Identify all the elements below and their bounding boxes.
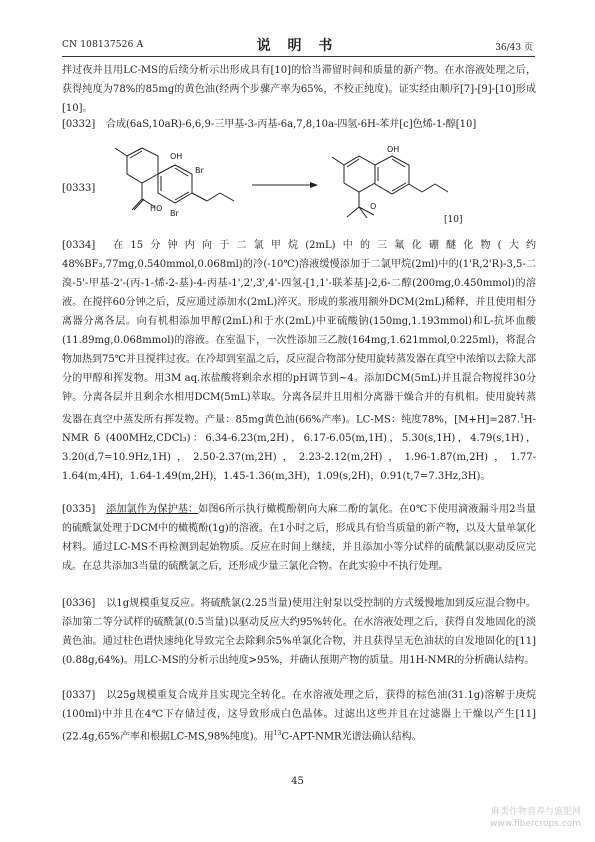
product-structure (332, 156, 448, 218)
paragraph-0336 (62, 594, 536, 670)
watermark (490, 806, 581, 830)
paragraph-tag: [0337] (62, 690, 96, 701)
product-label-oh: OH (387, 145, 400, 154)
paragraph-body: 以25g规模重复合成并且实现完全转化。在水溶液处理之后，获得的棕色油(31.1g)溶解于庚烷(100ml)中并且在4℃下存储过夜，这导致形成白色晶体。过滤出这些并且在过滤器上干燥以产生[11](22.4g,65%产率和根据LC-MS,98%纯度)。用 (62, 690, 536, 743)
watermark-url: www.fibercrops.com (490, 819, 581, 829)
header-divider (62, 56, 535, 57)
paragraph-0337 (62, 686, 536, 746)
paragraph-body: 如图6所示执行橄榄酚朝向大麻二酚的氯化。在0℃下使用滴液漏斗用2当量的硫酰氯处理于DCM中的橄榄酚(1g)的溶液。在1小时之后，形成具有恰当质量的新产物，以及大量单氯化材料。通过LC-MS不再检测到起始物质。反应在时间上继续，并且添加小等分试样的硫酰氯以驱动反应完成。在总共添加3当量的硫酰氯之后，还形成少量三氯化合物。在此实验中不执行处理。 (62, 504, 536, 572)
isotope-superscript: 13 (273, 730, 282, 737)
patent-number: CN 108137526 A (62, 40, 144, 50)
product-label-o: O (370, 202, 377, 211)
reactant-label-oh: OH (170, 152, 183, 161)
nmr-data: H-NMR δ (400MHz,CDCl₃)：6.34-6.23(m,2H)，6.17-6.05(m,1H)，5.30(s,1H)，4.79(s,1H)，3.20(d,7=10.9Hz,1H)，2.50-2.37(m,2H)，2.23-2.12(m,2H)，1.96-1.87(m,2H)，1.77-1.64(m,4H)，1.64-1.49(m,2H)，1.45-1.36(m,3H)，1.09(s,2H)，0.91(t,7=7.3Hz,3H)。 (62, 414, 536, 483)
compound-title: 合成(6aS,10aR)-6,6,9-三甲基-3-丙基-6a,7,8,10a-四氢-6H-苯并[c]色烯-1-醇[10] (106, 119, 477, 130)
isotope-superscript: 1 (520, 413, 524, 420)
paragraph-body: 以1g规模重复反应。将硫酰氯(2.25当量)使用注射泵以受控制的方式缓慢地加到反应混合物中。添加第二等分试样的硫酰氯(0.5当量)以驱动反应大约95%转化。在水溶液处理之后，获得自发地固化的淡黄色油。通过柱色谱快速纯化导致完全去除剩余5%单氯化合物，并且获得呈无色油状的自发地固化的[11](0.88g,64%)。用LC-MS的分析示出纯度>95%，并确认预期产物的质量。用1H-NMR的分析确认结构。 (62, 598, 536, 666)
paragraph-body: 在15分钟内向于二氯甲烷(2mL)中的三氟化硼醚化物(大约48%BF₃,77mg,0.540mmol,0.068ml)的冷(-10℃)溶液缓慢添加于二氯甲烷(2ml)中的(1'R,2'R)-3,5-二溴-5'-甲基-2'-(丙-1-烯-2-基)-4-丙基-1',2',3',4'-四氢-[1,1'-联苯基]-2,6-二醇(200mg,0.450mmol)的溶液。在搅拌60分钟之后，反应通过添加水(2mL)淬灭。形成的浆液用额外DCM(2mL)稀释，并且使用相分离器分离各层。向有机相添加甲醇(2mL)和于水(2mL)中亚硫酸钠(150mg,1.193mmol)和L-抗坏血酸(11.89mg,0.068mmol)的溶液。在室温下，一次性添加三乙胺(164mg,1.621mmol,0.225ml)，将混合物加热到75℃并且搅拌过夜。在冷却到室温之后，反应混合物部分使用旋转蒸发器在真空中浓缩以去除大部分的甲醇和挥发物。用3M aq.浓盐酸将剩余水相的pH调节到~4。添加DCM(5mL)并且混合物搅拌30分钟。分离各层并且剩余水相用DCM(5mL)萃取。分离各层并且用相分离器干燥合并的有机相。使用旋转蒸发器在真空中蒸发所有挥发物。产量：85mg黄色油(66%产率)。LC-MS：纯度78%，[M+H]=287. (62, 240, 536, 426)
paragraph-tag: [0333] (62, 183, 96, 194)
paragraph-0335 (62, 500, 536, 576)
reactant-label-br-bottom: Br (170, 209, 179, 218)
intro-paragraph (62, 61, 536, 118)
paragraph-tag: [0336] (62, 598, 96, 609)
page-number: 45 (291, 776, 304, 787)
product-compound-label: [10] (444, 215, 463, 225)
reaction-arrow (252, 182, 318, 188)
paragraph-tail: C-APT-NMR光谱法确认结构。 (281, 731, 422, 743)
reaction-diagram (62, 143, 536, 238)
paragraph-tag: [0334] (62, 240, 96, 251)
reaction-scheme (62, 143, 536, 233)
intro-text: 拌过夜并且用LC-MS的后续分析示出形成具有[10]的恰当滞留时间和质量的新产物。在水溶液处理之后，获得纯度为78%的85mg的黄色油(经两个步骤产率为65%，不校正纯度)。证实经由顺序[7]-[9]-[10]形成[10]。 (62, 65, 536, 114)
watermark-title: 麻类作物营养与施肥网 (490, 807, 581, 817)
reactant-label-br-top: Br (195, 166, 204, 175)
page-counter: 36/43 页 (495, 43, 533, 53)
paragraph-0334 (62, 236, 536, 486)
paragraph-tag: [0335] (62, 504, 96, 515)
paragraph-lead: 添加氯作为保护基： (106, 504, 199, 515)
paragraph-tag: [0332] (62, 119, 96, 130)
reactant-label-ho: HO (150, 204, 163, 213)
section-title: 说 明 书 (256, 38, 339, 54)
paragraph-0332 (62, 116, 536, 134)
